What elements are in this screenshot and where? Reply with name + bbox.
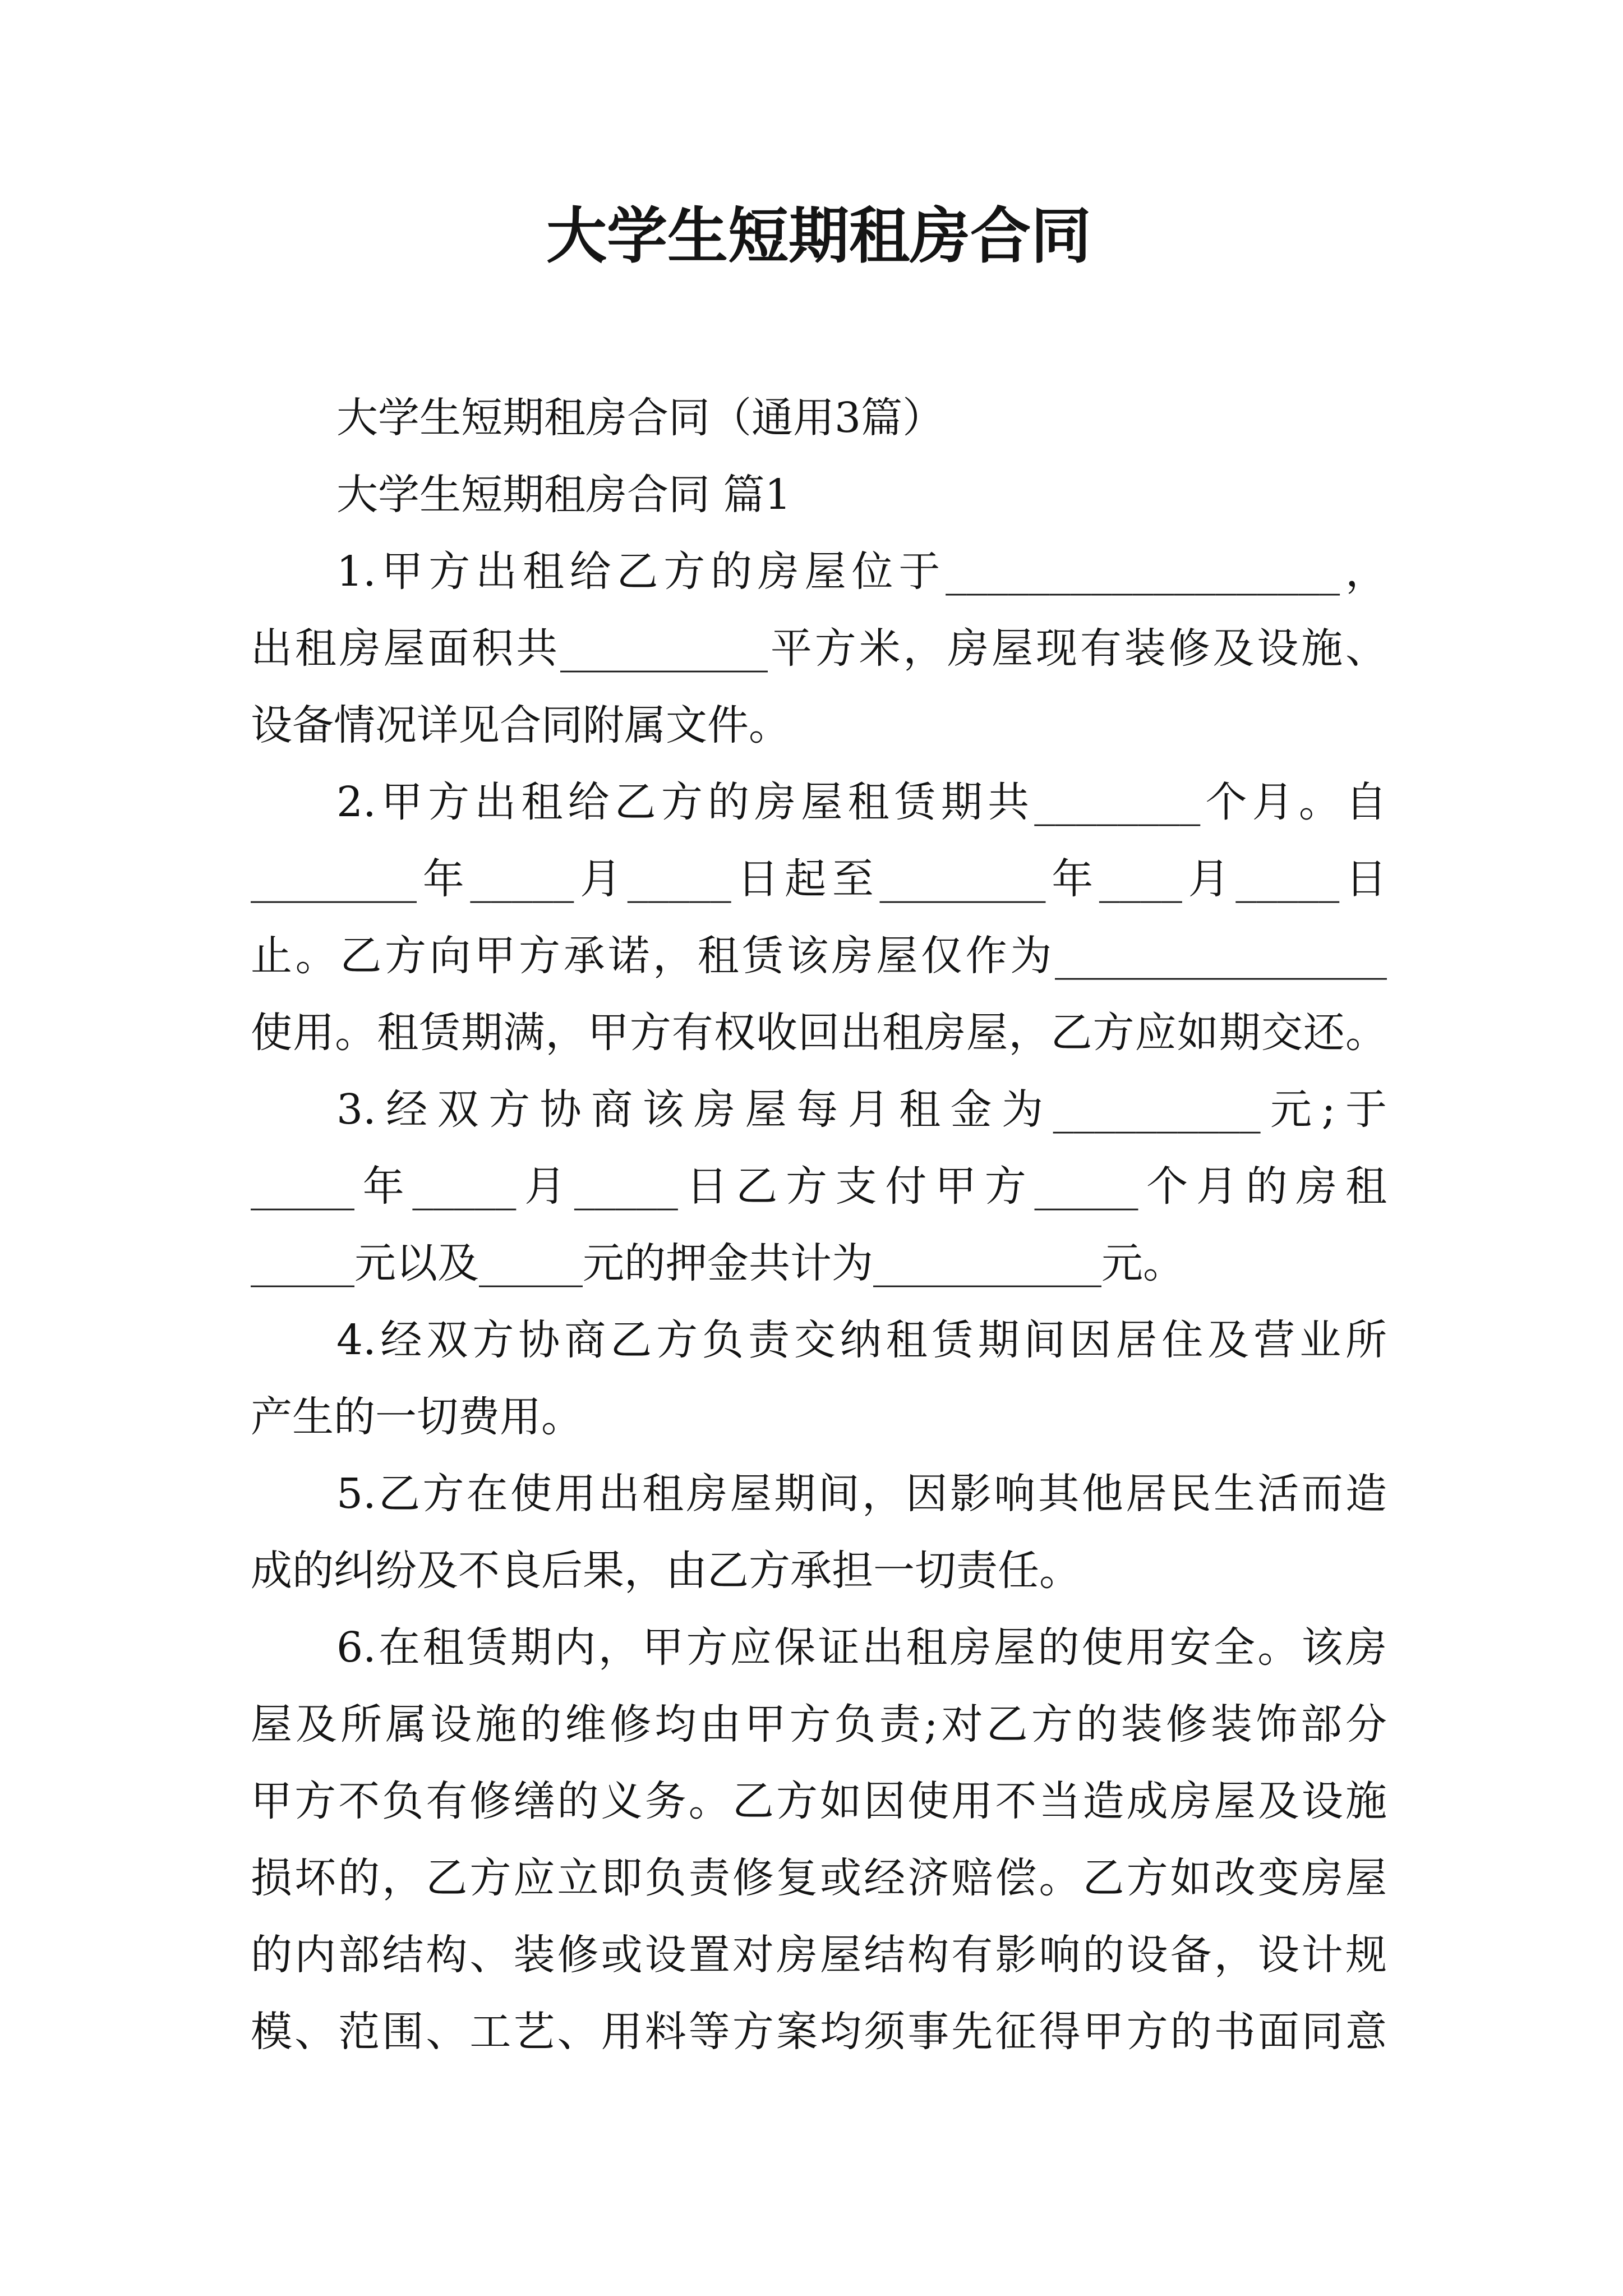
clause-4-line-2: 产生的一切费用。: [251, 1393, 583, 1441]
clause-4-line-1: 4.经双方协商乙方负责交纳租赁期间因居住及营业所: [336, 1316, 1387, 1364]
clause-1-line-2: 出租房屋面积共__________平方米，房屋现有装修及设施、: [251, 624, 1387, 673]
clause-1: [251, 533, 1387, 764]
document-title: 大学生短期租房合同: [546, 201, 1091, 272]
clause-2: [251, 764, 1387, 1071]
clause-4: [251, 1302, 1387, 1456]
clause-6-line-6: 模、范围、工艺、用料等方案均须事先征得甲方的书面同意: [251, 2008, 1387, 2056]
clause-6-line-4: 损坏的，乙方应立即负责修复或经济赔偿。乙方如改变房屋: [251, 1854, 1387, 1902]
clause-6-line-2: 屋及所属设施的维修均由甲方负责;对乙方的装修装饰部分: [251, 1700, 1387, 1749]
clause-6: [251, 1609, 1387, 2070]
clause-3: [251, 1071, 1387, 1302]
clause-6-line-3: 甲方不负有修缮的义务。乙方如因使用不当造成房屋及设施: [251, 1777, 1387, 1825]
clause-5-line-1: 5.乙方在使用出租房屋期间，因影响其他居民生活而造: [336, 1470, 1387, 1518]
clause-6-line-5: 的内部结构、装修或设置对房屋结构有影响的设备，设计规: [251, 1931, 1387, 1979]
clause-2-line-3: 止。乙方向甲方承诺，租赁该房屋仅作为________________: [251, 932, 1387, 980]
section-heading: 大学生短期租房合同 篇1: [336, 471, 791, 519]
document-subtitle: 大学生短期租房合同（通用3篇）: [336, 394, 944, 442]
clause-5: [251, 1456, 1387, 1609]
clause-6-line-1: 6.在租赁期内，甲方应保证出租房屋的使用安全。该房: [336, 1623, 1387, 1672]
clause-3-line-3: _____元以及_____元的押金共计为___________元。: [251, 1239, 1184, 1287]
clause-2-line-4: 使用。租赁期满，甲方有权收回出租房屋，乙方应如期交还。: [251, 1009, 1387, 1057]
clause-2-line-2: ________年_____月_____日起至________年____月_____日: [251, 855, 1387, 903]
clause-1-line-1: 1.甲方出租给乙方的房屋位于___________________，: [336, 547, 1387, 596]
clause-2-line-1: 2.甲方出租给乙方的房屋租赁期共________个月。自: [336, 778, 1387, 826]
clause-3-line-2: _____年_____月_____日乙方支付甲方_____个月的房租: [251, 1162, 1387, 1211]
clause-3-line-1: 3.经双方协商该房屋每月租金为__________元;于: [336, 1085, 1387, 1134]
document-body: [251, 380, 1387, 2070]
clause-1-line-3: 设备情况详见合同附属文件。: [251, 701, 790, 749]
clause-5-line-2: 成的纠纷及不良后果，由乙方承担一切责任。: [251, 1547, 1081, 1595]
